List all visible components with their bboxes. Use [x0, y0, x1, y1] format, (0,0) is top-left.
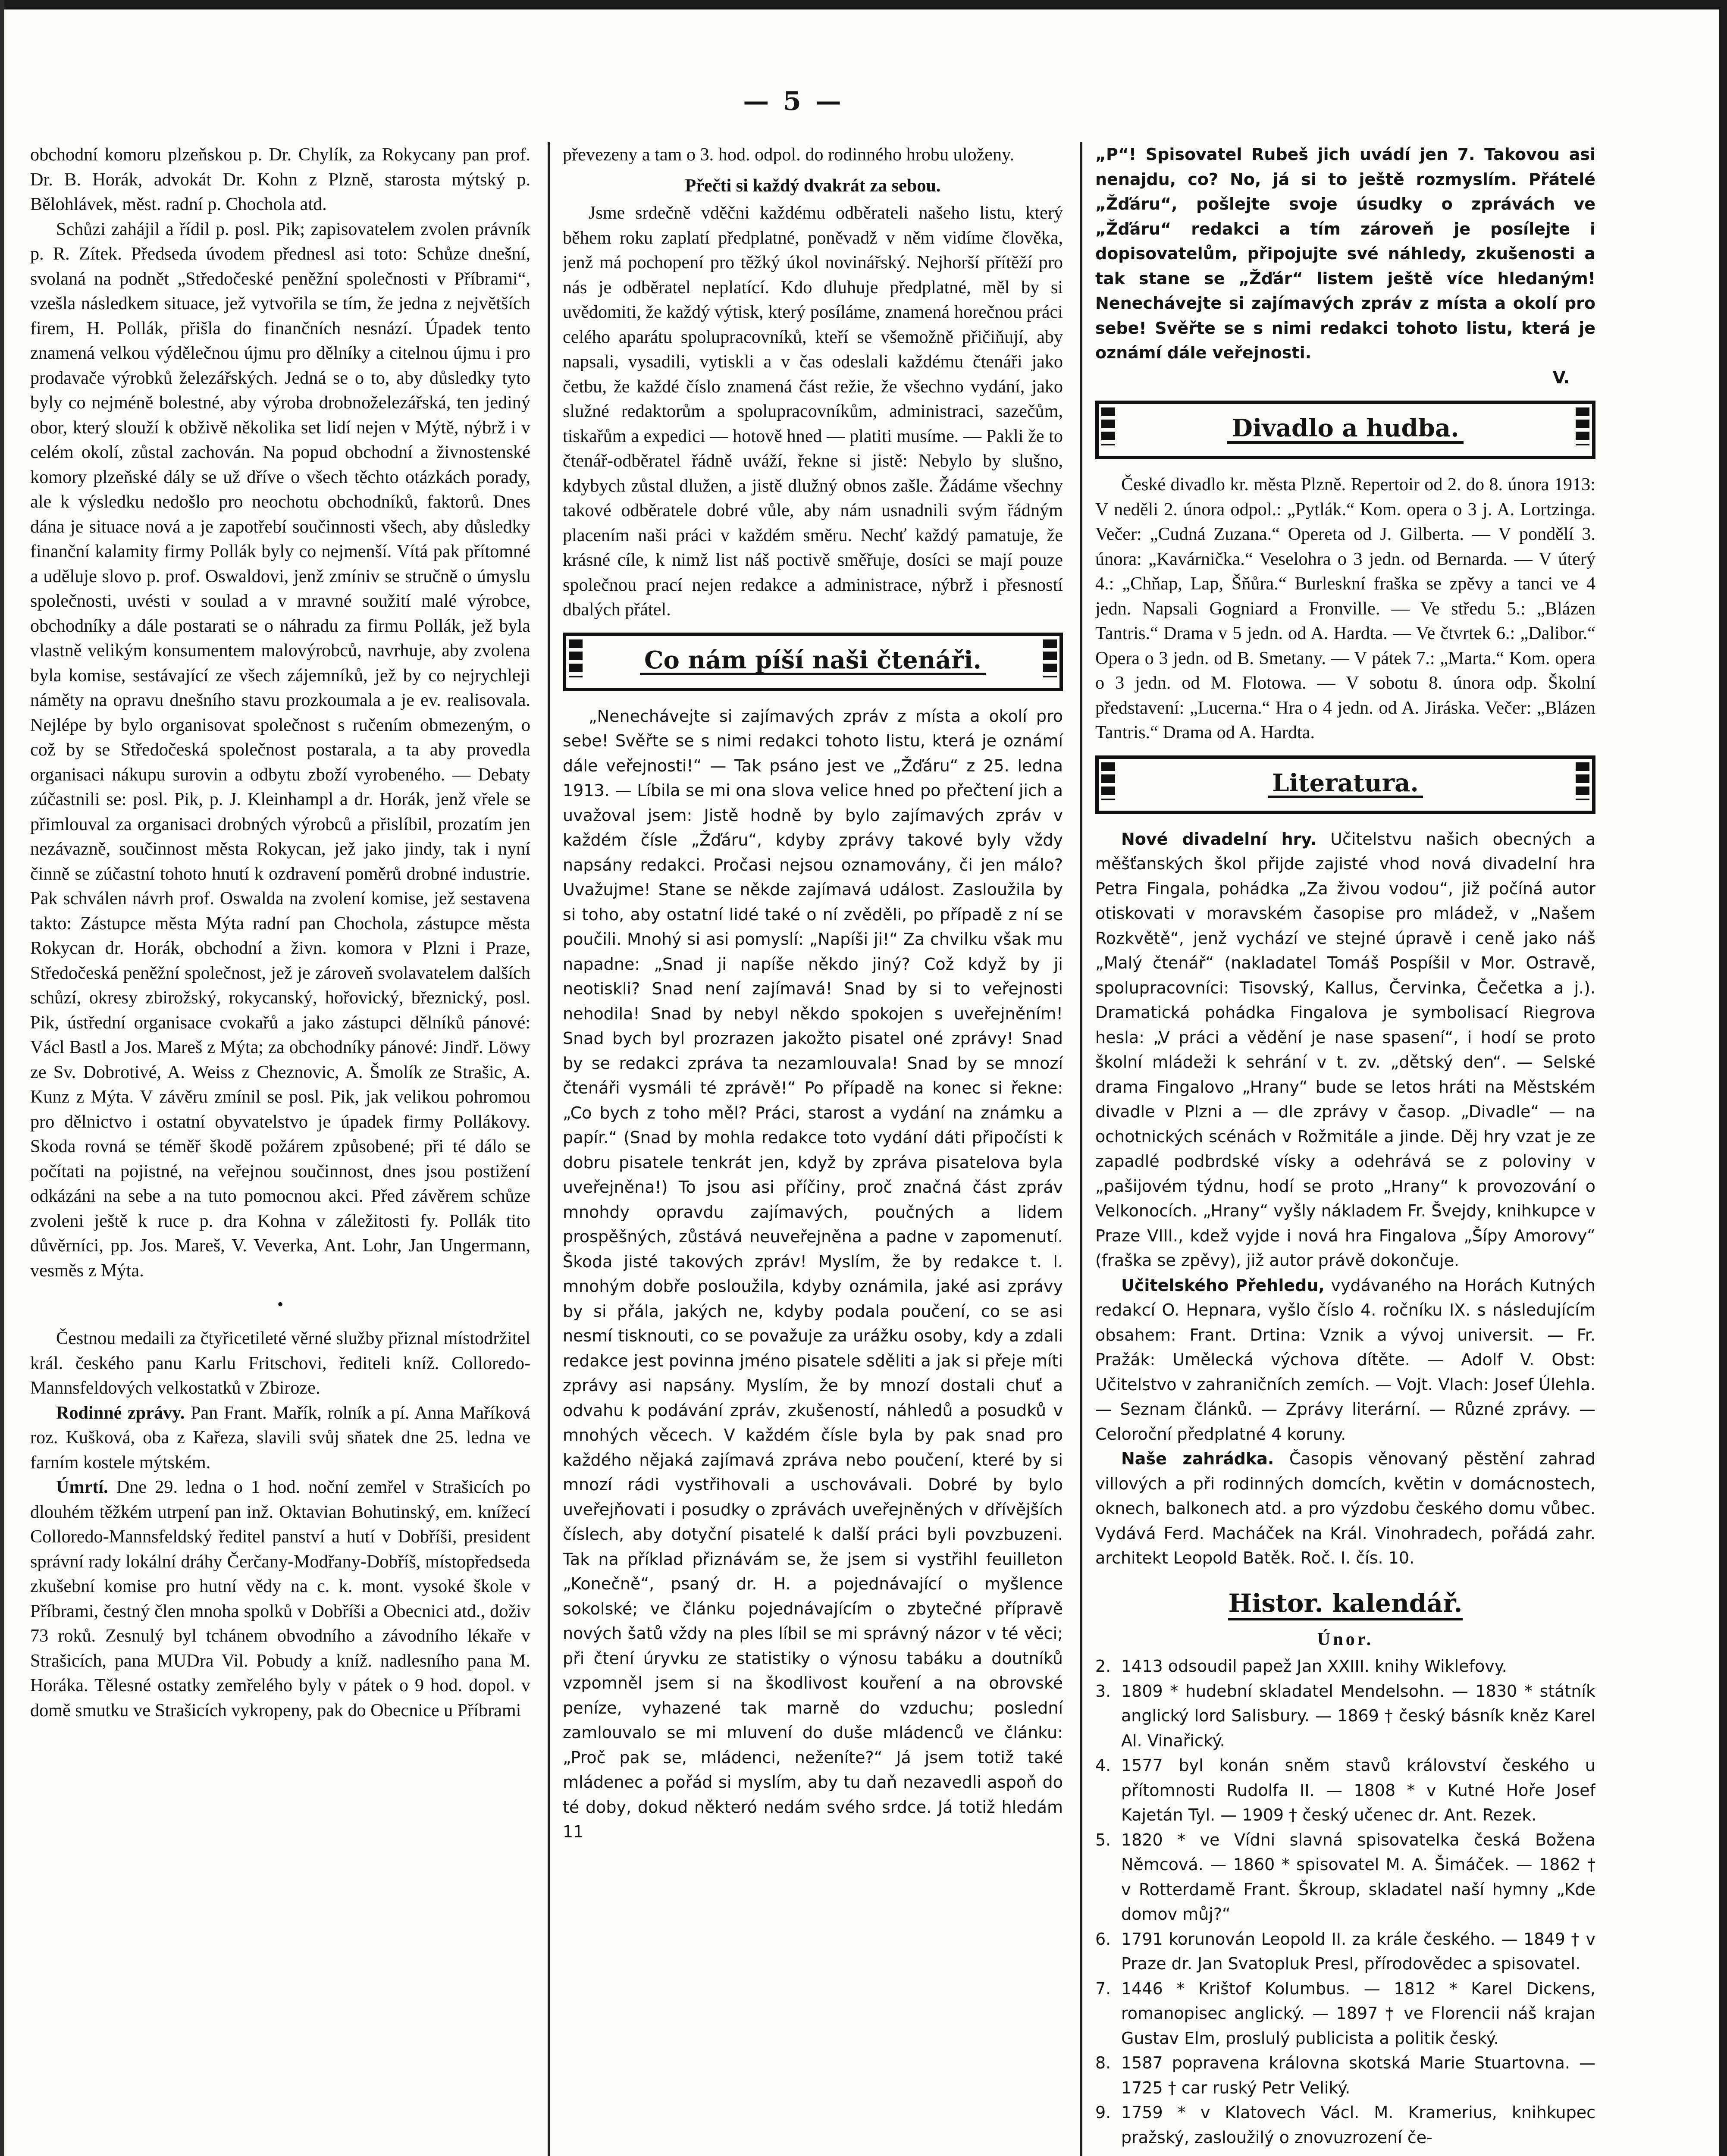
calendar-entry [1095, 2100, 1595, 2150]
section-heading-readers [563, 633, 1063, 691]
section-heading-theatre [1095, 401, 1595, 459]
read-title: Přečti si každý dvakrát za sebou. [685, 175, 941, 196]
literature-item-body: Učitelstvu našich obecných a měšťanských škol přijde zajisté vhod nová divadelní hra Petra Fingala, pohádka „Za živou vodou“, již počíná autor otiskovati v moravském časopise pro mládež, v „Našem Rozkvětě“, jenž vychází ve stejné úpravě i ceně jako náš „Malý čtenář“ (nakladatel Tomáš Pospíšil v Mor. Ostravě, spolupracovníci: Tisovský, Kallus, Červinka, Čečetka a j.). Dramatická pohádka Fingalova je symbolisací Riegrova hesla: „V práci a vědění je nase spasení“, i hodí se proto školní mládeži k sehrání v t. zv. „dětský den“. — Selské drama Fingalovo „Hrany“ bude se letos hráti na Městském divadle v Plzni a — dle zprávy v časop. „Divadle“ — na ochotnických scénách v Rožmitále a jinde. Děj hry vzat je ze zapadlé podbrdské vísky a odehrává se z poloviny v „pašijovém týdnu, hodí se proto „Hrany“ k provozování o Velkonocích. „Hrany“ vyšly nákladem Fr. Švejdy, knihkupce v Praze VIII., kdež vyjde i nová hra Fingalova „Šípy Amorovy“ (fraška se zpěvy), již autor právě dokončuje. [1095, 829, 1595, 1270]
section-heading-literature [1095, 755, 1595, 814]
article-family [30, 1401, 530, 1475]
calendar-text: 1791 korunován Leopold II. za krále českého. — 1849 † v Praze dr. Jan Svatopluk Presl, přírodovědec a spisovatel. [1121, 1929, 1595, 1973]
column-rule [1080, 142, 1082, 2156]
heading-text: Co nám píší naši čtenáři. [640, 648, 986, 676]
column-1 [30, 142, 530, 2156]
calendar-entry [1095, 1753, 1595, 1828]
calendar-day: 5. [1095, 1830, 1111, 1849]
literature-item-title: Učitelského Přehledu, [1121, 1275, 1325, 1295]
heading-text: Literatura. [1268, 771, 1423, 799]
scan-edge-top [0, 0, 1727, 9]
paragraph: Jsme srdečně vděčni každému odběrateli našeho listu, který během roku zaplatí předplatné, poněvadž v něm vidíme člověka, jenž má pochopení pro těžký úkol novinářský. Nejhorší přítěží pro nás je odběratel neplatící. Kdo dluhuje předplatné, měl by si uvědomiti, že každý výtisk, který posíláme, znamená horečnou práci celého aparátu spolupracovníků, kteří se všemožně přičiňují, aby napsali, vysadili, vytiskli a v čas odeslali každému čtenáři jako četbu, že každé číslo znamená část režie, že všechno vydání, jako služné redaktorům a spolupracovníkům, administraci, sazečům, tiskařům a expedici — hotově hned — platiti musíme. — Pakli že to čtenář-odběratel řádně uváží, řekne si jistě: Nebylo by slušno, kdybych zůstal dlužen, a jistě dlužný obnos zašle. Žádáme všechny takové odběratele dobré vůle, aby nám usnadnili svým řádným placením naši práci v každém směru. Nechť každý pamatuje, že krásné cíle, k nimž list náš poctivě směřuje, dosíci se mají pouze společnou prací nejen redakce a administrace, nýbrž i přesností dbalých přátel. [563, 203, 1063, 620]
calendar-text: 1446 * Krištof Kolumbus. — 1812 * Karel Dickens, romanopisec anglický. — 1897 † ve Florencii náš krajan Gustav Elm, proslulý publicista a politik český. [1121, 1979, 1595, 2048]
death-title: Úmrtí. [56, 1477, 108, 1497]
separator-dot: • [277, 1294, 283, 1314]
column-rule [548, 142, 550, 2156]
article-death [30, 1475, 530, 1723]
calendar-entry [1095, 2051, 1595, 2100]
heading-text: Histor. kalendář. [1228, 1589, 1462, 1620]
literature-item-body: Časopis věnovaný pěstění zahrad villových a při rodinných domcích, květin v domácnostech, oknech, balkonech atd. a pro výzdobu českého domu vůbec. Vydává Ferd. Macháček na Král. Vinohradech, pořádá zahr. architekt Leopold Batěk. Roč. I. čís. 10. [1095, 1449, 1595, 1567]
paragraph: obchodní komoru plzeňskou p. Dr. Chylík, za Rokycany pan prof. Dr. B. Horák, advokát Dr. Kohn z Plzně, starosta mýtský p. Bělohlávek, měst. radní p. Chochola atd. [30, 144, 530, 214]
calendar-entry [1095, 1927, 1595, 1977]
calendar-day: 6. [1095, 1929, 1111, 1949]
column-3 [1095, 142, 1595, 2156]
paragraph: Schůzi zahájil a řídil p. posl. Pik; zapisovatelem zvolen právník p. R. Zítek. Předseda úvodem přednesl asi toto: Schůze dnešní, svolaná na podnět „Středočeské peněžní společnosti v Příbrami“, vzešla následkem situace, jež vytvořila se tím, že jedna z největších firem, H. Pollák, přišla do finančních nesnází. Úpadek tento znamená velkou výdělečnou újmu pro dělníky a citelnou újmu i pro prodavače výrobků železářských. Jedná se o to, aby důsledky tyto byly co nejméně bolestné, aby výroba drobnoželezářská, ten jediný obor, který slouží k obživě několika set lidí nejen v Mýtě, nýbrž i v celém okolí, zůstal zachován. Na popud obchodní a živnostenské komory plzeňské dály se už dříve o všech těchto otázkách porady, ale k výsledku nedošlo pro neochotu obchodníků, faktorů. Dnes dána je situace nová a je zapotřebí součinnosti všech, aby důsledky finanční kalamity firmy Pollák byly co nejmenší. Vítá pak přítomné a uděluje slovo p. prof. Oswaldovi, jenž zmíniv se stručně o úmyslu společnosti, uvésti v soulad a v mravné soužití malé výrobce, obchodníky a dále postarati se o náhradu za firmu Pollák, jež byla vlastně velikým konsumentem malovýrobců, navrhuje, aby zvolena byla komise, sestávající ze všech zájemníků, jež by co nejrychleji náměty na opravu dnešního stavu prozkoumala a je ev. realisovala. Nejlépe by bylo organisovat společnost s ručením obmezeným, o což by se Středočeská společnost postarala, a ta aby provedla organisaci nákupu surovin a odbytu zboží vyrobeného. — Debaty zúčastnili se: posl. Pik, p. J. Kleinhampl a dr. Horák, jenž vřele se přimlouval za organisaci drobných výrobců a přislíbil, prozatím jen nezávazně, součinnost města Rokycan, jež jako jindy, tak i nyní činně se zúčastní tohoto hnutí k ozdravení poměrů drobné industrie. Pak schválen návrh prof. Oswalda na zvolení komise, jež sestavena takto: Zástupce města Mýta radní pan Chochola, zástupce města Rokycan dr. Horák, obchodní a živn. komora v Plzni i Praze, Středočeská peněžní společnost, jež je zároveň svolavatelem dalších schůzí, okresy zbirožský, rokycanský, hořovický, březnický, posl. Pik, ústřední organisace cvokařů a jako zástupci dělníků pánové: Václ Bastl a Jos. Mareš z Mýta; za obchodníky pánové: Jindř. Löwy ze Sv. Dobrotivé, A. Weiss z Cheznovic, A. Šmolík ze Strašic, A. Kunz z Mýta. V závěru zmínil se posl. Pik, jak velikou pohromou pro dělnictvo i ostatní obyvatelstvo je úpadek firmy Pollákovy. Skoda rovná se téměř škodě požárem způsobené; při té dálo se počítati na pojistné, na veřejnou součinnost, dnes jsou postižení odkázáni na sebe a na tuto pomocnou akci. Před závěrem schůze zvoleni ještě k ruce p. dra Kohna v záležitosti fy. Pollák tito důvěrníci, pp. Jos. Mareš, V. Veverka, Ant. Lohr, Jan Ungermann, vesměs z Mýta. [30, 219, 530, 1281]
death-body: Dne 29. ledna o 1 hod. noční zemřel v Strašicích po dlouhém těžkém utrpení pan inž. Oktavian Bohutinský, em. knížecí Colloredo-Mannsfeldský ředitel panství a hutí v Dobříši, president správní rady lokální dráhy Čerčany-Modřany-Dobříš, místopředseda zkušební komise pro hutní vědy na c. k. mont. vysoké škole v Příbrami, čestný člen mnoha spolků v Dobříši a Obecnici atd., doživ 73 roků. Zesnulý byl tchánem obvodního a závodního lékaře v Strašicích, pana MUDra Vil. Pobudy a kníž. nadlesního pana M. Horáka. Tělesné ostatky zemřelého byly v pátek o 9 hod. dopol. v domě smutku ve Strašicích vykropeny, pak do Obecnice u Příbrami [30, 1477, 530, 1720]
literature-item-title: Naše zahrádka. [1121, 1449, 1274, 1468]
calendar-day: 4. [1095, 1756, 1111, 1775]
literature-item-title: Nové divadelní hry. [1121, 829, 1317, 849]
page-number: — 5 — [743, 86, 844, 116]
calendar-day: 9. [1095, 2103, 1111, 2122]
calendar-month: Únor. [1317, 1629, 1374, 1649]
calendar-day: 7. [1095, 1979, 1111, 1998]
calendar-day: 2. [1095, 1657, 1111, 1676]
literature-item [1095, 827, 1595, 1273]
theatre-repertoire: České divadlo kr. města Plzně. Repertoir od 2. do 8. února 1913: V neděli 2. února odpol.: „Pytlák.“ Kom. opera o 3 j. A. Lortzinga. Večer: „Cudná Zuzana.“ Opereta od J. Gilberta. — V pondělí 3. února: „Kavárnička.“ Veselohra o 3 jedn. od Bernarda. — V úterý 4.: „Chňap, Lap, Šňůra.“ Burleskní fraška se zpěvy a tanci ve 4 jedn. Napsali Gogniard a Fronville. — Ve středu 5.: „Blázen Tantris.“ Drama v 5 jedn. od A. Hardta. — Ve čtvrtek 6.: „Dalibor.“ Opera o 3 jedn. od B. Smetany. — V pátek 7.: „Marta.“ Kom. opera o 3 jedn. od M. Flotowa. — V sobotu 8. února odp. Školní představení: „Lucerna.“ Hra o 4 jedn. od A. Jiráska. Večer: „Blázen Tantris.“ Drama od A. Hardta. [1095, 474, 1595, 743]
literature-item [1095, 1447, 1595, 1571]
calendar-entry [1095, 1828, 1595, 1927]
signature: V. [1553, 368, 1570, 387]
calendar-text: 1809 * hudební skladatel Mendelsohn. — 1830 * státník anglický lord Salisbury. — 1869 † český básník kněz Karel Al. Vinařický. [1121, 1681, 1595, 1750]
article-medal: Čestnou medaili za čtyřicetileté věrné služby přiznal místodržitel král. českého panu Karlu Fritschovi, řediteli kníž. Colloredo-Mannsfeldových velkostatků v Zbiroze. [30, 1328, 530, 1398]
readers-letter-end: „P“! Spisovatel Rubeš jich uvádí jen 7. Takovou asi nenajdu, co? No, já si to ještě rozmyslím. Přátelé „Žďáru“, pošlejte svoje úsudky o zprávách ve „Žďáru“ redakci a tím zároveň je posílejte i dopisovatelům, připojujte své náhledy, zkušenosti a tak stane se „Žďár“ listem ještě více hledaným! Nenechávejte si zajímavých zpráv z místa a okolí pro sebe! Svěřte se s nimi redakci tohoto listu, která je oznámí dále veřejnosti. [1095, 145, 1595, 362]
calendar-list [1095, 1654, 1595, 2150]
family-body: Pan Frant. Mařík, rolník a pí. Anna Maříková roz. Kušková, oba z Kařeza, slavili svůj sňatek dne 25. ledna ve farním kostele mýtském. [30, 1402, 530, 1473]
calendar-day: 3. [1095, 1681, 1111, 1701]
scan-edge-left [0, 0, 4, 2156]
family-title: Rodinné zprávy. [56, 1402, 185, 1423]
calendar-text: 1587 popravena královna skotská Marie Stuartovna. — 1725 † car ruský Petr Veliký. [1121, 2053, 1595, 2097]
scan-edge-right [1719, 0, 1727, 2156]
calendar-text: 1577 byl konán sněm stavů království českého u přítomnosti Rudolfa II. — 1808 * v Kutné Hoře Josef Kajetán Tyl. — 1909 † český učenec dr. Ant. Rezek. [1121, 1756, 1595, 1824]
calendar-text: 1759 * v Klatovech Václ. M. Kramerius, knihkupec pražský, zasloužilý o znovuzrození če- [1121, 2103, 1595, 2147]
calendar-entry [1095, 1977, 1595, 2051]
heading-text: Divadlo a hudba. [1227, 416, 1463, 444]
paragraph: převezeny a tam o 3. hod. odpol. do rodinného hrobu uloženy. [563, 144, 1015, 165]
calendar-text: 1820 * ve Vídni slavná spisovatelka česká Božena Němcová. — 1860 * spisovatel M. A. Šimáček. — 1862 † v Rotterdamě Frant. Škroup, skladatel naší hymny „Kde domov můj?“ [1121, 1830, 1595, 1924]
readers-letter: „Nenechávejte si zajímavých zpráv z místa a okolí pro sebe! Svěřte se s nimi redakci tohoto listu, která je oznámí dále veřejnosti!“ — Tak psáno jest ve „Žďáru“ z 25. ledna 1913. — Líbila se mi ona slova velice hned po přečtení jich a uvažoval jsem: Jistě hodně by bylo zajímavých zpráv v každém čísle „Žďáru“, kdyby zprávy takové byly vždy napsány redakci. Pročasi nejsou oznamovány, či jen málo? Uvažujme! Stane se někde zajímavá událost. Zasloužila by si toho, aby ostatní lidé také o ní zvěděli, po případě z ní se poučili. Mnohý si asi pomyslí: „Napíši ji!“ Za chvilku však mu napadne: „Snad ji napíše někdo jiný? Což když by ji neotiskli? Snad není zajímavá! Snad by si to veřejnosti nehodila! Snad by nebyl někdo spokojen s uveřejněním! Snad bych byl prozrazen jakožto pisatel oné zprávy! Snad by se redakci zpráva ta nezamlouvala! Snad by se mnozí čtenáři vysmáli té zprávě!“ Po případě na konec si řekne: „Co bych z toho měl? Práci, starost a vydání na známku a papír.“ (Snad by mohla redakce toto vydání dáti připočísti k dobru pisatele tenkrát jen, když by zpráva pisatelova byla uveřejněna!) To jsou asi příčiny, proč značná část zpráv mnohdy opravdu zajímavých, poučných a lidem prospěšných, zůstává neuveřejněna a padne v zapomenutí. Škoda jisté takových zpráv! Myslím, že by redakce t. l. mnohým dobře posloužila, kdyby oznámila, jaké asi zprávy by si přála, jakých ne, kdyby podala poučení, co se asi nesmí tisknouti, co se považuje za urážku osoby, kdy a zdali redakce jest povinna jméno pisatele sděliti a jak si přeje míti zprávy asi napsány. Myslím, že by mnozí dostali chuť a odvahu k podávání zpráv, zkušeností, náhledů a posudků v mnohých věcech. V každém čísle byla by pak snad pro každého nějaká zajímavá zpráva nebo poučení, které by si mnozí rádi vystřihovali a uschovávali. Dobré by bylo uveřejňovati i posudky o zprávách uveřejněných v dřívějších číslech, aby dotyční pisatelé k další práci byli povzbuzeni. Tak na příklad přiznávám se, že jsem si vystřihl feuilleton „Konečně“, psaný dr. H. a pojednávající o myšlence sokolské; ve článku pojednávajícím o zbytečné přípravě nových šatů vždy na ples líbil se mi správný názor v té věci; při čtení úryvku ze statistiky o výnosu tabáku a doutníků vzpomněl jsem si na škodlivost kouření a na obrovské peníze, vyhazené tak marně do vzduchu; poslední zamlouvalo se mi mluvení do duše mládenců ve článku: „Proč pak se, mládenci, neženíte?“ Já jsem totiž také mládenec a pořád si myslím, aby tu daň nezavedli aspoň do té doby, dokud některó nedám svého srdce. Já totiž hledám 11 [563, 706, 1063, 1841]
literature-item [1095, 1273, 1595, 1447]
calendar-text: 1413 odsoudil papež Jan XXIII. knihy Wiklefovy. [1121, 1657, 1507, 1676]
literature-item-body: vydávaného na Horách Kutných redakcí O. Hepnara, vyšlo číslo 4. ročníku IX. s následujícím obsahem: Frant. Drtina: Vznik a vývoj universit. — Fr. Pražák: Umělecká výchova dítěte. — Adolf V. Obst: Učitelstvo v zahraničních zemích. — Vojt. Vlach: Josef Úlehla. — Seznam článků. — Zprávy literární. — Různé zprávy. — Celoroční předplatné 4 koruny. [1095, 1275, 1595, 1444]
column-2 [563, 142, 1063, 2156]
calendar-day: 8. [1095, 2053, 1111, 2072]
calendar-entry [1095, 1679, 1595, 1754]
section-heading-calendar [1095, 1584, 1595, 1623]
calendar-entry [1095, 1654, 1595, 1679]
